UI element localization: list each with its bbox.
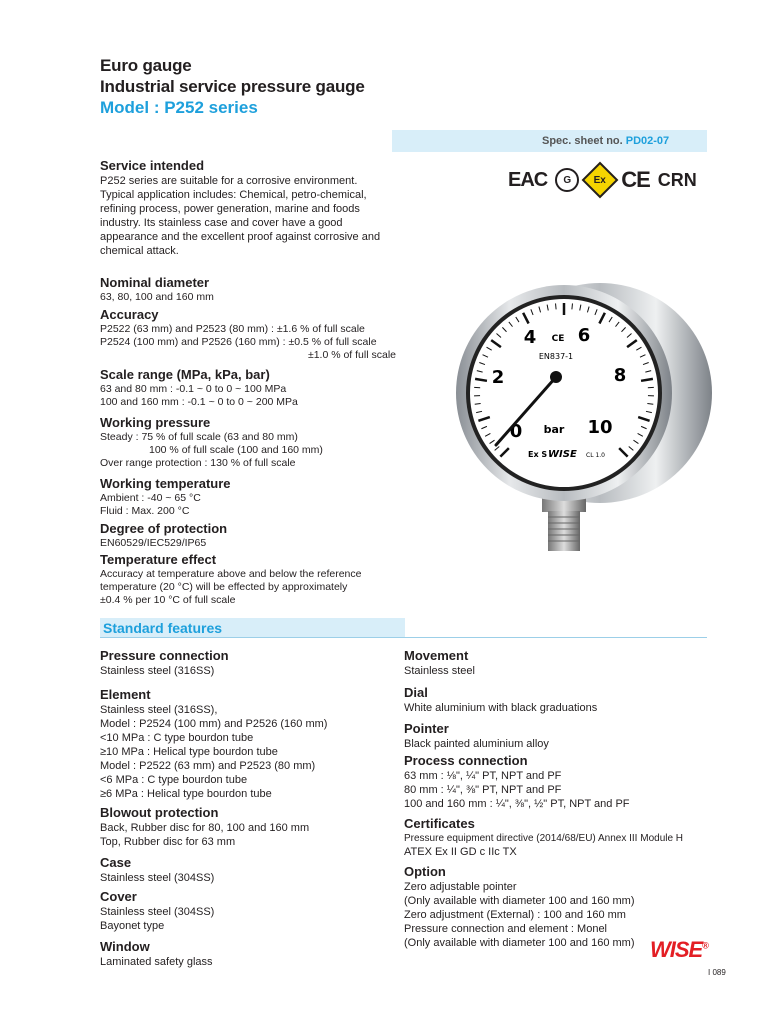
- section-degree-of-protection: [100, 521, 420, 550]
- features-left-column: [100, 648, 390, 678]
- section-nominal-diameter: [100, 275, 420, 304]
- gauge-unit-label: bar: [543, 423, 565, 436]
- gauge-tick-2: 2: [491, 367, 505, 388]
- feature-line: 63 mm : ⅛", ¼" PT, NPT and PF: [404, 770, 562, 782]
- gost-mark-text: G: [563, 174, 572, 186]
- service-line: Typical application includes: Chemical, petro-chemical,: [100, 189, 367, 201]
- feature-title: Blowout protection: [100, 805, 219, 820]
- feature-line: 80 mm : ¼", ⅜" PT, NPT and PF: [404, 784, 562, 796]
- feature-title: Pressure connection: [100, 648, 229, 663]
- section-title: Accuracy: [100, 307, 159, 322]
- accuracy-line-extra: ±1.0 % of full scale: [307, 349, 396, 361]
- section-title: Service intended: [100, 158, 205, 173]
- gauge-tick-0: 0: [509, 421, 523, 442]
- feature-window: [100, 939, 390, 969]
- feature-title: Dial: [404, 685, 428, 700]
- model-title: Model : P252 series: [100, 98, 258, 117]
- feature-line: Black painted aluminium alloy: [404, 738, 549, 750]
- pressure-line: Over range protection : 130 % of full scale: [100, 457, 296, 469]
- feature-title: Case: [100, 855, 132, 870]
- section-working-pressure: [100, 415, 420, 470]
- section-scale-range: [100, 367, 420, 409]
- feature-line: Top, Rubber disc for 63 mm: [100, 836, 236, 848]
- spec-label: Spec. sheet no.: [542, 135, 626, 147]
- feature-movement: [404, 648, 709, 678]
- service-line: appearance and the excellent proof against corrosive and: [100, 231, 381, 243]
- gauge-ex-s-label: Ex S: [528, 450, 548, 459]
- feature-cover: [100, 889, 390, 933]
- accuracy-line: P2524 (100 mm) and P2526 (160 mm) : ±0.5 % of full scale: [100, 336, 377, 348]
- eac-mark-icon: EAC: [508, 168, 548, 191]
- section-title: Scale range (MPa, kPa, bar): [100, 367, 270, 382]
- feature-line: Stainless steel (304SS): [100, 906, 215, 918]
- gauge-class-label: CL 1.0: [586, 452, 605, 459]
- standard-features-divider: [100, 637, 707, 638]
- gauge-standard-label: EN837-1: [538, 352, 574, 361]
- gauge-ce-mark: CE: [551, 334, 565, 344]
- feature-line: (Only available with diameter 100 and 160 mm): [404, 895, 635, 907]
- gost-mark-icon: [555, 168, 579, 192]
- service-line: industry. Its stainless case and cover have a good: [100, 217, 343, 229]
- title-line-2: Industrial service pressure gauge: [100, 77, 365, 96]
- gauge-brand-label: WISE: [548, 449, 577, 460]
- feature-line: Stainless steel (316SS),: [100, 704, 218, 716]
- atex-ex-text: Ex: [594, 174, 607, 186]
- feature-line: Model : P2524 (100 mm) and P2526 (160 mm): [100, 718, 328, 730]
- feature-line: Stainless steel (316SS): [100, 665, 215, 677]
- service-line: chemical attack.: [100, 245, 179, 257]
- service-line: P252 series are suitable for a corrosive environment.: [100, 175, 358, 187]
- feature-line: White aluminium with black graduations: [404, 702, 598, 714]
- feature-title: Window: [100, 939, 150, 954]
- standard-features-header: Standard features: [100, 618, 405, 638]
- scale-line: 100 and 160 mm : -0.1 ~ 0 to 0 ~ 200 MPa: [100, 396, 298, 408]
- nominal-line: 63, 80, 100 and 160 mm: [100, 291, 214, 303]
- section-service-intended: [100, 158, 420, 258]
- feature-blowout: [100, 805, 390, 849]
- title-line-1: Euro gauge: [100, 56, 192, 75]
- feature-line: Zero adjustment (External) : 100 and 160 mm: [404, 909, 626, 921]
- section-title: Working pressure: [100, 415, 211, 430]
- pressure-line: 100 % of full scale (100 and 160 mm): [149, 444, 323, 456]
- gauge-tick-6: 6: [577, 325, 591, 346]
- pressure-gauge-image: [438, 265, 738, 565]
- service-line: refining process, power generation, marine and foods: [100, 203, 360, 215]
- feature-title: Element: [100, 687, 151, 702]
- gauge-tick-8: 8: [613, 365, 627, 386]
- page-number: I 089: [708, 968, 726, 977]
- temp-effect-line: ±0.4 % per 10 °C of full scale: [100, 594, 236, 606]
- section-title: Degree of protection: [100, 521, 228, 536]
- feature-pointer: [404, 721, 709, 751]
- feature-title: Pointer: [404, 721, 449, 736]
- gauge-tick-10: 10: [587, 417, 613, 438]
- feature-title: Cover: [100, 889, 137, 904]
- feature-line: 100 and 160 mm : ¼", ⅜", ½" PT, NPT and PF: [404, 798, 630, 810]
- feature-title: Certificates: [404, 816, 475, 831]
- feature-element: [100, 687, 390, 801]
- gauge-tick-4: 4: [523, 327, 537, 348]
- ce-mark-icon: CE: [621, 167, 650, 192]
- feature-case: [100, 855, 390, 885]
- section-accuracy: [100, 307, 396, 362]
- feature-line: Back, Rubber disc for 80, 100 and 160 mm: [100, 822, 310, 834]
- feature-line: Stainless steel: [404, 665, 475, 677]
- wise-logo: [650, 937, 708, 963]
- atex-ex-icon: [582, 162, 619, 199]
- title-block: [100, 55, 365, 118]
- spec-sheet-bar: [392, 130, 707, 152]
- feature-line: Pressure connection and element : Monel: [404, 923, 608, 935]
- feature-line: Laminated safety glass: [100, 956, 213, 968]
- feature-line: ≥10 MPa : Helical type bourdon tube: [100, 746, 278, 758]
- gauge-tick-mark: [556, 303, 557, 309]
- feature-line: <10 MPa : C type bourdon tube: [100, 732, 254, 744]
- feature-dial: [404, 685, 709, 715]
- feature-line: ATEX Ex II GD c IIc TX: [404, 846, 517, 858]
- section-title: Nominal diameter: [100, 275, 210, 290]
- wise-logo-text: WISE: [650, 937, 703, 962]
- feature-line: Zero adjustable pointer: [404, 881, 517, 893]
- spec-code: PD02-07: [625, 135, 670, 147]
- feature-process-connection: [404, 753, 709, 811]
- section-temperature-effect: [100, 552, 420, 607]
- feature-line: ≥6 MPa : Helical type bourdon tube: [100, 788, 272, 800]
- feature-title: Process connection: [404, 753, 528, 768]
- scale-line: 63 and 80 mm : -0.1 ~ 0 to 0 ~ 100 MPa: [100, 383, 287, 395]
- gauge-pointer-hub: [550, 371, 562, 383]
- feature-line: Bayonet type: [100, 920, 165, 932]
- temp-line: Ambient : -40 ~ 65 °C: [100, 492, 201, 504]
- feature-title: Movement: [404, 648, 469, 663]
- feature-line: Pressure equipment directive (2014/68/EU) Annex III Module H: [404, 833, 684, 844]
- feature-line: <6 MPa : C type bourdon tube: [100, 774, 248, 786]
- temp-effect-line: Accuracy at temperature above and below the reference: [100, 568, 362, 580]
- feature-line: Stainless steel (304SS): [100, 872, 215, 884]
- section-title: Working temperature: [100, 476, 231, 491]
- temp-line: Fluid : Max. 200 °C: [100, 505, 190, 517]
- feature-line: (Only available with diameter 100 and 160 mm): [404, 937, 635, 949]
- temp-effect-line: temperature (20 °C) will be effected by approximately: [100, 581, 348, 593]
- certification-logos: [508, 166, 708, 194]
- section-title: Temperature effect: [100, 552, 217, 567]
- pressure-line: Steady : 75 % of full scale (63 and 80 mm): [100, 431, 298, 443]
- feature-line: Model : P2522 (63 mm) and P2523 (80 mm): [100, 760, 316, 772]
- section-working-temperature: [100, 476, 420, 518]
- feature-title: Option: [404, 864, 446, 879]
- feature-certificates: [404, 816, 709, 859]
- gauge-tick-mark: [572, 303, 573, 309]
- crn-mark-icon: CRN: [657, 169, 697, 190]
- protection-line: EN60529/IEC529/IP65: [100, 537, 207, 549]
- registered-mark: ®: [702, 940, 708, 951]
- accuracy-line: P2522 (63 mm) and P2523 (80 mm) : ±1.6 % of full scale: [100, 323, 365, 335]
